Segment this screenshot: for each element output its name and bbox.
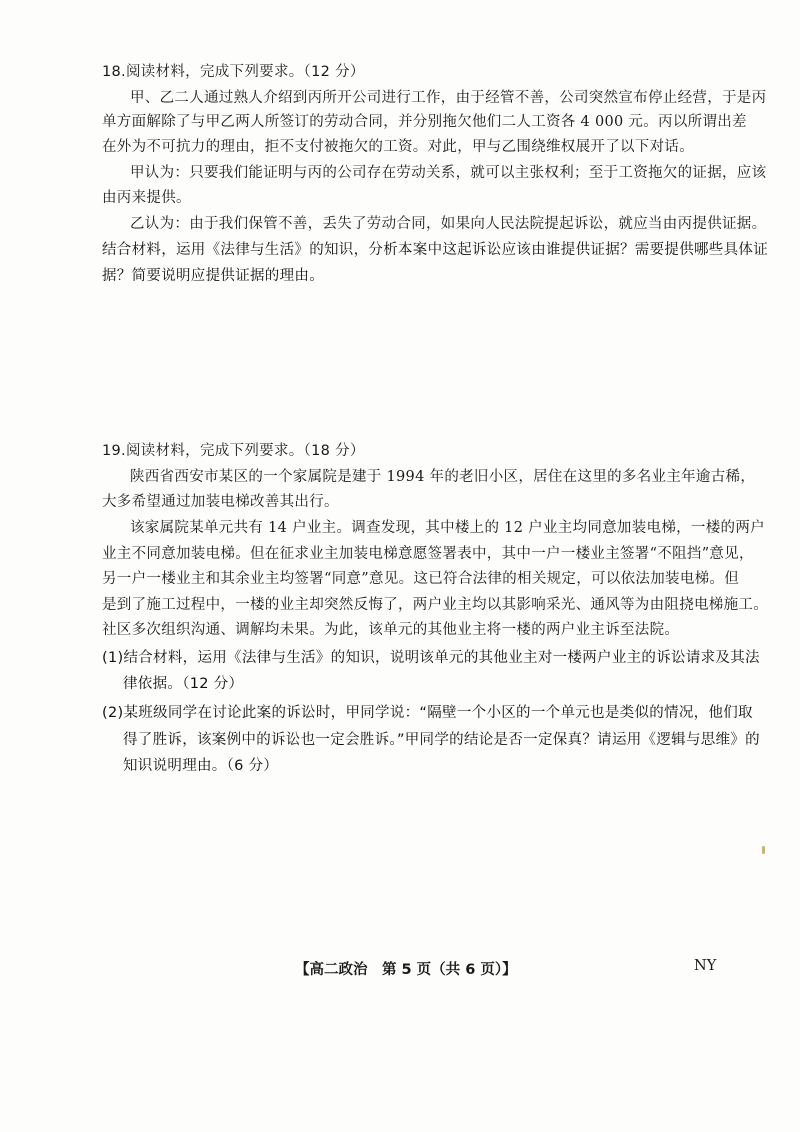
q18-material-line: 甲认为：只要我们能证明与丙的公司存在劳动关系，就可以主张权利；至于工资拖欠的证据，应该: [130, 165, 767, 181]
q18-material-line: 由丙来提供。: [102, 190, 191, 206]
q19-subquestion-1-line: (1)结合材料，运用《法律与生活》的知识，说明该单元的其他业主对一楼两户业主的诉讼请求及其法: [102, 650, 760, 666]
q19-material-line: 大多希望通过加装电梯改善其出行。: [102, 494, 339, 510]
q19-material-line: 业主不同意加装电梯。但在征求业主加装电梯意愿签署表中，其中一户一楼业主签署“不阻挡”意见，: [102, 546, 754, 562]
q18-material-line: 单方面解除了与甲乙两人所签订的劳动合同，并分别拖欠他们二人工资各 4 000 元。丙以所谓出差: [102, 114, 747, 130]
q19-material-line: 是到了施工过程中，一楼的业主却突然反悔了，两户业主均以其影响采光、通风等为由阻挠电梯施工。: [102, 597, 768, 613]
footer-code: NY: [694, 958, 717, 974]
q18-task-line: 结合材料，运用《法律与生活》的知识，分析本案中这起诉讼应该由谁提供证据？需要提供哪些具体证: [102, 242, 768, 258]
q19-subquestion-1-line: 律依据。（12 分）: [123, 676, 244, 692]
question-19-heading: 19.阅读材料，完成下列要求。（18 分）: [102, 443, 365, 459]
scan-speck: [762, 846, 765, 854]
footer-page-info: 【高二政治 第 5 页（共 6 页）】: [295, 962, 517, 978]
q19-material-line: 该家属院某单元共有 14 户业主。调查发现，其中楼上的 12 户业主均同意加装电梯，一楼的两户: [130, 520, 765, 536]
q18-task-line: 据？简要说明应提供证据的理由。: [102, 268, 324, 284]
question-18-heading: 18.阅读材料，完成下列要求。（12 分）: [102, 64, 365, 80]
q18-material-line: 在外为不可抗力的理由，拒不支付被拖欠的工资。对此，甲与乙围绕维权展开了以下对话。: [102, 139, 694, 155]
q19-material-line: 另一户一楼业主和其余业主均签署“同意”意见。这已符合法律的相关规定，可以依法加装电梯。但: [102, 571, 740, 587]
q18-material-line: 甲、乙二人通过熟人介绍到丙所开公司进行工作，由于经管不善，公司突然宣布停止经营，于是丙: [130, 90, 767, 106]
q19-material-line: 陕西省西安市某区的一个家属院是建于 1994 年的老旧小区，居住在这里的多名业主年逾古稀，: [130, 469, 756, 485]
q19-subquestion-2-line: (2)某班级同学在讨论此案的诉讼时，甲同学说：“隔壁一个小区的一个单元也是类似的情况，他们取: [102, 705, 753, 721]
q19-subquestion-2-line: 知识说明理由。（6 分）: [123, 758, 279, 774]
q19-subquestion-2-line: 得了胜诉，该案例中的诉讼也一定会胜诉。”甲同学的结论是否一定保真？请运用《逻辑与思维》的: [123, 732, 760, 748]
q19-material-line: 社区多次组织沟通、调解均未果。为此，该单元的其他业主将一楼的两户业主诉至法院。: [102, 622, 680, 638]
q18-material-line: 乙认为：由于我们保管不善，丢失了劳动合同，如果向人民法院提起诉讼，就应当由丙提供证据。: [130, 216, 767, 232]
